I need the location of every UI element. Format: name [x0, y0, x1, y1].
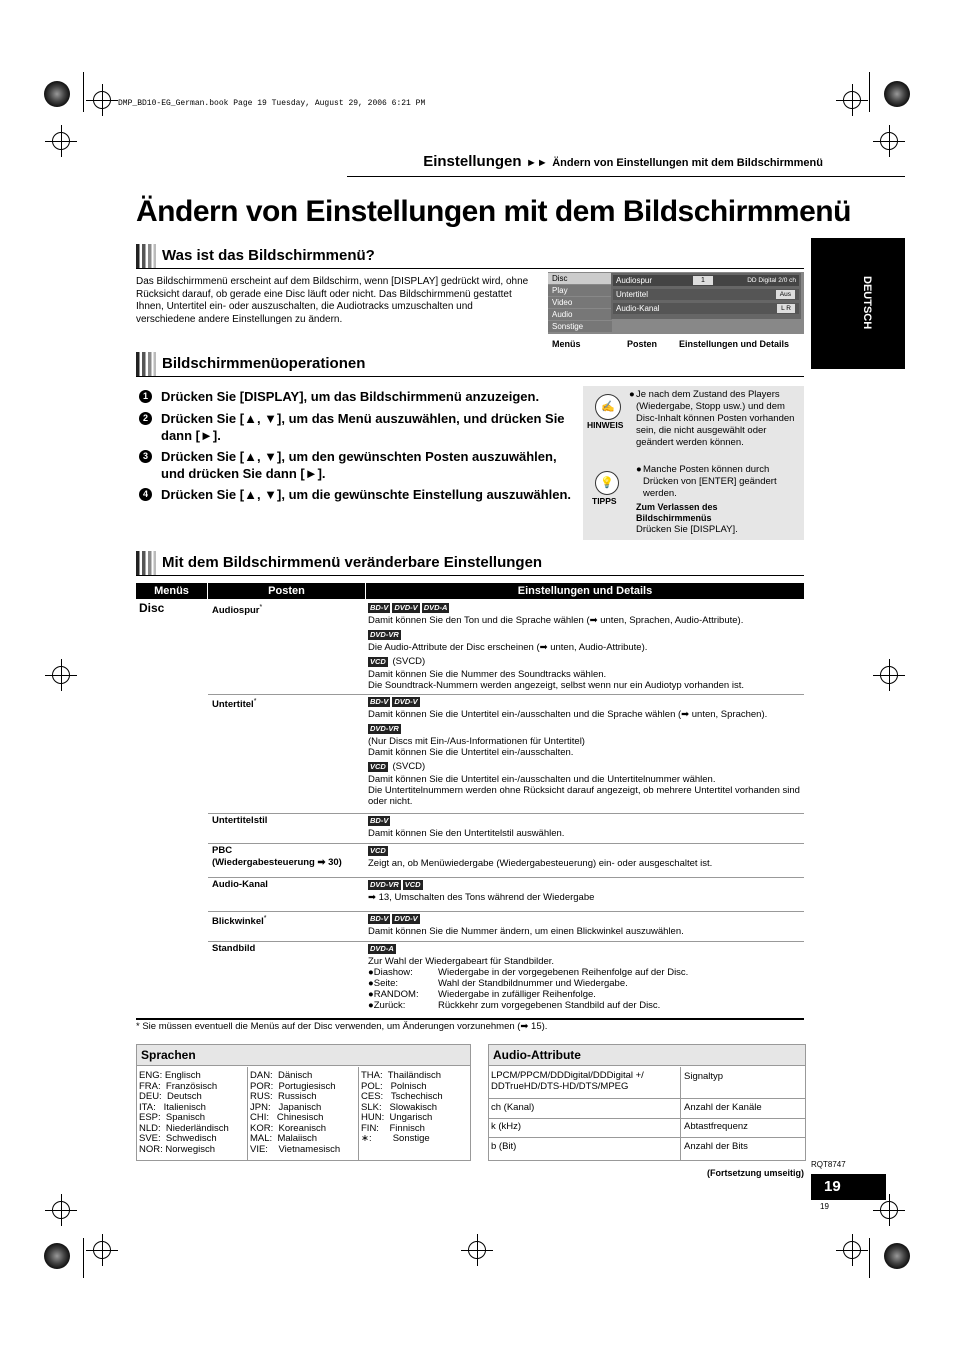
- bullet-desc: Wiedergabe in zufälliger Reihenfolge.: [438, 989, 596, 1000]
- detail-text: Die Soundtrack-Nummern werden angezeigt, selbst wenn nur ein Audiotyp vorhanden ist.: [368, 680, 744, 691]
- bullet-desc: Rückkehr zum vorgegebenen Standbild auf der Disc.: [438, 1000, 661, 1011]
- hinweis-label: HINWEIS: [587, 420, 624, 430]
- detail-text: Damit können Sie die Nummer ändern, um einen Blickwinkel auszuwählen.: [368, 926, 684, 937]
- item-label: Blickwinkel: [212, 916, 264, 928]
- tipps-label: TIPPS: [592, 496, 617, 506]
- table-item-details: [368, 845, 800, 869]
- detail-text: Damit können Sie den Ton und die Sprache wählen (➡ unten, Sprachen, Audio-Attribute).: [368, 615, 744, 626]
- language-entry: POR: Portugiesisch: [250, 1080, 336, 1092]
- item-label: Untertitel: [212, 699, 254, 711]
- table-item-details: [368, 913, 800, 937]
- audio-attributes-box: [488, 1044, 806, 1161]
- table-row-divider: [208, 911, 804, 912]
- language-side-tab: [811, 238, 905, 369]
- side-tab-label: DEUTSCH: [861, 276, 873, 330]
- crop-line: [83, 72, 84, 112]
- language-entry: THA: Thailändisch: [361, 1070, 442, 1081]
- crosshair-mark: [880, 132, 898, 150]
- osd-menu-video: Video: [548, 297, 612, 308]
- model-code: RQT8747: [811, 1160, 846, 1169]
- audio-attr-value: Abtastfrequenz: [684, 1121, 748, 1132]
- language-entry: SVE: Schwedisch: [139, 1133, 217, 1144]
- item-label: Standbild: [212, 943, 256, 954]
- table-row-divider: [208, 941, 804, 942]
- disc-type-tag: DVD-VR: [370, 724, 399, 733]
- crosshair-mark: [843, 91, 861, 109]
- detail-text: Die Audio-Attribute der Disc erscheinen (➡ unten, Audio-Attribute).: [368, 642, 648, 653]
- disc-type-tag: VCD: [404, 880, 421, 889]
- audio-attr-key: ch (Kanal): [491, 1102, 535, 1113]
- footnote: * Sie müssen eventuell die Menüs auf der Disc verwenden, um Änderungen vorzunehmen (➡ 15).: [136, 1021, 548, 1032]
- table-item-details: [368, 815, 800, 839]
- osd-menu-audio: Audio: [548, 309, 612, 320]
- disc-type-tag: BD-V: [370, 914, 389, 923]
- audio-attributes-heading: Audio-Attribute: [489, 1045, 805, 1066]
- languages-col-divider: [247, 1067, 248, 1160]
- osd-item-audiospur: Audiospur 1 DD Digital 2/0 ch: [613, 275, 799, 286]
- table-item-details: [368, 943, 800, 1011]
- language-entry: KOR: Koreanisch: [250, 1122, 327, 1134]
- bullet-term: ●RANDOM:: [368, 989, 419, 1000]
- osd-items-panel: [611, 273, 801, 319]
- audio-attr-value: Anzahl der Kanäle: [684, 1102, 762, 1113]
- page-number-small: 19: [820, 1202, 829, 1211]
- detail-text: Die Untertitelnummern werden ohne Rücksicht darauf angezeigt, ob mehrere Untertitel vorhanden sind oder nicht.: [368, 785, 800, 807]
- section-rule: [136, 376, 804, 377]
- registration-disk-top-right: [884, 81, 910, 107]
- table-bottom-rule: [136, 1018, 804, 1020]
- detail-text: (Nur Discs mit Ein-/Aus-Informationen für Untertitel): [368, 736, 585, 747]
- languages-col-3: [361, 1071, 443, 1145]
- bullet-term: ●Zurück:: [368, 1000, 406, 1011]
- crosshair-mark: [93, 91, 111, 109]
- detail-text: Damit können Sie den Untertitelstil auswählen.: [368, 828, 565, 839]
- disc-type-tags: [368, 656, 800, 667]
- breadcrumb: [423, 153, 823, 171]
- audio-attr-value: Signaltyp: [684, 1071, 724, 1082]
- file-header: DMP_BD10-EG_German.book Page 19 Tuesday, August 29, 2006 6:21 PM: [118, 99, 426, 108]
- table-item-details: [368, 696, 800, 807]
- disc-type-tag: DVD-A: [423, 603, 448, 612]
- step-3-text: Drücken Sie [▲, ▼], um den gewünschten Posten auszuwählen, und drücken Sie dann [►].: [161, 449, 557, 481]
- tip-title: Zum Verlassen des Bildschirmmenüs: [636, 502, 718, 523]
- tipps-icon: 💡: [595, 471, 619, 495]
- section-heading-settings: Mit dem Bildschirmmenü veränderbare Einstellungen: [162, 554, 543, 571]
- step-number-4: 4: [139, 488, 152, 501]
- breadcrumb-arrows: ►►: [526, 157, 548, 169]
- bullet-line: [368, 1000, 800, 1011]
- page-title: Ändern von Einstellungen mit dem Bildschirmmenü: [136, 195, 851, 228]
- detail-text: Zur Wahl der Wiedergabeart für Standbilder.: [368, 956, 555, 967]
- registration-disk-top-left: [44, 81, 70, 107]
- disc-type-tag: DVD-VR: [370, 630, 399, 639]
- disc-type-tag: VCD: [370, 762, 386, 771]
- language-entry: JPN: Japanisch: [250, 1101, 322, 1113]
- footnote-star: *: [263, 915, 267, 922]
- tag-suffix: (SVCD): [389, 656, 426, 667]
- audio-attr-col-divider: [680, 1067, 681, 1160]
- language-entry: FIN: Finnisch: [361, 1122, 425, 1134]
- disc-type-tag: VCD: [370, 846, 386, 855]
- language-entry: ESP: Spanisch: [139, 1112, 206, 1123]
- crop-line: [83, 1238, 84, 1278]
- languages-col-divider: [358, 1067, 359, 1160]
- disc-type-tags: [368, 602, 800, 613]
- crosshair-mark: [52, 666, 70, 684]
- table-row-divider: [208, 694, 804, 695]
- table-row-divider: [208, 813, 804, 814]
- item-sublabel: (Wiedergabesteuerung ➡ 30): [212, 857, 342, 868]
- detail-text: Damit können Sie die Nummer des Soundtracks wählen.: [368, 669, 607, 680]
- disc-type-tag: BD-V: [370, 697, 389, 706]
- language-entry: SLK: Slowakisch: [361, 1101, 438, 1113]
- audio-attr-row-line: [489, 1118, 805, 1119]
- bullet-term: ●Diashow:: [368, 967, 413, 978]
- audio-attr-key: b (Bit): [491, 1141, 517, 1152]
- language-entry: RUS: Russisch: [250, 1091, 317, 1102]
- table-item-name: [212, 815, 267, 827]
- bullet-line: [368, 978, 800, 989]
- continued-note: (Fortsetzung umseitig): [707, 1168, 804, 1178]
- detail-text: Damit können Sie die Untertitel ein-/ausschalten.: [368, 747, 574, 758]
- section-heading-what: Was ist das Bildschirmmenü?: [162, 247, 375, 264]
- language-entry: VIE: Vietnamesisch: [250, 1143, 341, 1155]
- item-label: PBC: [212, 845, 233, 856]
- language-entry: ENG: Englisch: [139, 1070, 201, 1081]
- osd-menu-disc: Disc: [548, 273, 612, 284]
- step-4-text: Drücken Sie [▲, ▼], um die gewünschte Einstellung auszuwählen.: [161, 487, 572, 502]
- languages-col-2: [250, 1071, 340, 1155]
- tag-suffix: (SVCD): [389, 761, 426, 772]
- detail-text: ➡ 13, Umschalten des Tons während der Wiedergabe: [368, 892, 595, 903]
- bullet-term: ●Seite:: [368, 978, 399, 989]
- osd-screen: [548, 272, 804, 334]
- table-menu-disc: Disc: [139, 601, 165, 615]
- languages-box: [136, 1044, 471, 1161]
- disc-type-tags: [368, 943, 800, 954]
- languages-heading: Sprachen: [137, 1045, 470, 1066]
- table-item-name: [212, 943, 255, 955]
- section-bar-icon: [136, 352, 156, 376]
- table-item-name: [212, 845, 342, 869]
- crosshair-mark: [843, 1241, 861, 1259]
- page-number-box: [811, 1174, 886, 1200]
- audio-attr-key: k (kHz): [491, 1121, 522, 1132]
- table-header-menus: Menüs: [136, 583, 207, 599]
- table-header-settings: Einstellungen und Details: [366, 583, 804, 599]
- section-rule: [136, 575, 804, 576]
- language-entry: FRA: Französisch: [139, 1080, 218, 1092]
- registration-disk-bottom-left: [44, 1243, 70, 1269]
- disc-type-tag: DVD-V: [394, 603, 418, 612]
- table-item-name: [212, 879, 268, 891]
- disc-type-tag: DVD-V: [394, 697, 418, 706]
- item-label: Untertitelstil: [212, 815, 268, 826]
- hint-bullet-2: ● Manche Posten können durch Drücken von [ENTER] geändert werden.: [636, 464, 777, 499]
- audio-attr-key: LPCM/PPCM/DDDigital/DDDigital +/ DDTrueHD/DTS-HD/DTS/MPEG: [491, 1070, 644, 1092]
- detail-text: Zeigt an, ob Menüwiedergabe (Wiedergabesteuerung) ein- oder ausgeschaltet ist.: [368, 858, 713, 869]
- detail-text: Damit können Sie die Untertitel ein-/ausschalten und die Untertitelnummer wählen.: [368, 774, 716, 785]
- step-1-text: Drücken Sie [DISPLAY], um das Bildschirmmenü anzuzeigen.: [161, 389, 540, 404]
- audio-attr-row-line: [489, 1098, 805, 1099]
- language-entry: MAL: Malaiisch: [250, 1133, 318, 1144]
- disc-type-tag: DVD-VR: [370, 880, 399, 889]
- registration-disk-bottom-right: [884, 1243, 910, 1269]
- hinweis-icon: ✍: [595, 394, 621, 420]
- crop-line: [869, 1238, 870, 1278]
- osd-item-untertitel: Untertitel Aus: [613, 289, 799, 300]
- language-entry: NLD: Niederländisch: [139, 1122, 229, 1134]
- table-header-posten: Posten: [208, 583, 365, 599]
- crosshair-mark: [52, 1201, 70, 1219]
- crosshair-mark: [468, 1241, 486, 1259]
- osd-caption-settings: Einstellungen und Details: [679, 339, 790, 349]
- audio-attr-row-line: [489, 1137, 805, 1138]
- disc-type-tags: [368, 815, 800, 826]
- disc-type-tag: BD-V: [370, 816, 389, 825]
- section-heading-operations: Bildschirmmenüoperationen: [162, 355, 366, 372]
- disc-type-tag: BD-V: [370, 603, 389, 612]
- tip-text: Drücken Sie [DISPLAY].: [636, 524, 738, 535]
- table-row-divider: [208, 877, 804, 878]
- step-number-2: 2: [139, 412, 152, 425]
- disc-type-tag: DVD-V: [394, 914, 418, 923]
- table-item-details: [368, 602, 800, 691]
- osd-caption-menus: Menüs: [552, 339, 581, 349]
- disc-type-tag: DVD-A: [370, 944, 394, 953]
- section-bar-icon: [136, 551, 156, 575]
- bullet-line: [368, 989, 800, 1000]
- bullet-desc: Wiedergabe in der vorgegebenen Reihenfolge auf der Disc.: [438, 967, 689, 978]
- disc-type-tags: [368, 879, 800, 890]
- breadcrumb-rule: [347, 176, 905, 177]
- crosshair-mark: [93, 1241, 111, 1259]
- table-item-details: [368, 879, 800, 903]
- bullet-desc: Wahl der Standbildnummer und Wiedergabe.: [438, 978, 628, 989]
- step-number-3: 3: [139, 450, 152, 463]
- breadcrumb-page: Ändern von Einstellungen mit dem Bildschirmmenü: [552, 157, 823, 169]
- bullet-line: [368, 967, 800, 978]
- language-entry: HUN: Ungarisch: [361, 1112, 433, 1123]
- step-number-1: 1: [139, 390, 152, 403]
- table-item-name: [212, 913, 266, 928]
- language-entry: DEU: Deutsch: [139, 1091, 202, 1102]
- item-label: Audio-Kanal: [212, 879, 268, 890]
- audio-attr-value: Anzahl der Bits: [684, 1141, 748, 1152]
- disc-type-tags: [368, 696, 800, 707]
- table-row-divider: [208, 843, 804, 844]
- table-item-name: [212, 602, 262, 617]
- table-item-name: [212, 696, 256, 711]
- section1-text: Das Bildschirmmenü erscheint auf dem Bildschirm, wenn [DISPLAY] gedrückt wird, ohne Rücksicht darauf, ob gerade eine Disc läuft oder nicht. Das Bildschirmmenü gestattet Ihnen, Untertitel ein- oder auszuschalten, die Audiotracks umzuschalten und verschiedene andere Einstellungen zu ändern.: [136, 276, 529, 325]
- disc-type-tags: [368, 913, 800, 924]
- crosshair-mark: [52, 132, 70, 150]
- language-entry: ITA: Italienisch: [139, 1101, 206, 1113]
- languages-col-1: [139, 1071, 229, 1155]
- footnote-star: *: [253, 698, 257, 705]
- language-entry: NOR: Norwegisch: [139, 1143, 216, 1155]
- step-2-text: Drücken Sie [▲, ▼], um das Menü auszuwählen, und drücken Sie dann [►].: [161, 411, 565, 443]
- crosshair-mark: [880, 666, 898, 684]
- hint-box: [583, 386, 804, 540]
- osd-menu-sonstige: Sonstige: [548, 321, 612, 332]
- language-entry: DAN: Dänisch: [250, 1070, 313, 1081]
- disc-type-tags: [368, 845, 800, 856]
- crosshair-mark: [880, 1201, 898, 1219]
- hint-bullet-1: ● Je nach dem Zustand des Players (Wiedergabe, Stopp usw.) und dem Disc-Inhalt können Posten vorhanden sein, die nicht ausgewählt oder geändert werden können.: [629, 389, 795, 448]
- osd-caption-posten: Posten: [627, 339, 658, 349]
- page-number: 19: [824, 1178, 841, 1195]
- osd-menu-play: Play: [548, 285, 612, 296]
- disc-type-tags: [368, 629, 800, 640]
- disc-type-tags: [368, 761, 800, 772]
- crop-line: [869, 72, 870, 112]
- item-label: Audiospur: [212, 605, 260, 617]
- language-entry: POL: Polnisch: [361, 1080, 427, 1092]
- language-entry: ∗: Sonstige: [361, 1133, 430, 1144]
- breadcrumb-section: Einstellungen: [423, 153, 522, 170]
- disc-type-tags: [368, 723, 800, 734]
- osd-item-audiokanal: Audio-Kanal L R: [613, 303, 799, 314]
- section-bar-icon: [136, 244, 156, 268]
- disc-type-tag: VCD: [370, 657, 386, 666]
- section-rule: [136, 268, 804, 269]
- footnote-star: *: [259, 604, 263, 611]
- language-entry: CHI: Chinesisch: [250, 1112, 324, 1123]
- detail-text: Damit können Sie die Untertitel ein-/ausschalten und die Sprache wählen (➡ unten, Sprachen).: [368, 709, 768, 720]
- language-entry: CES: Tschechisch: [361, 1091, 443, 1102]
